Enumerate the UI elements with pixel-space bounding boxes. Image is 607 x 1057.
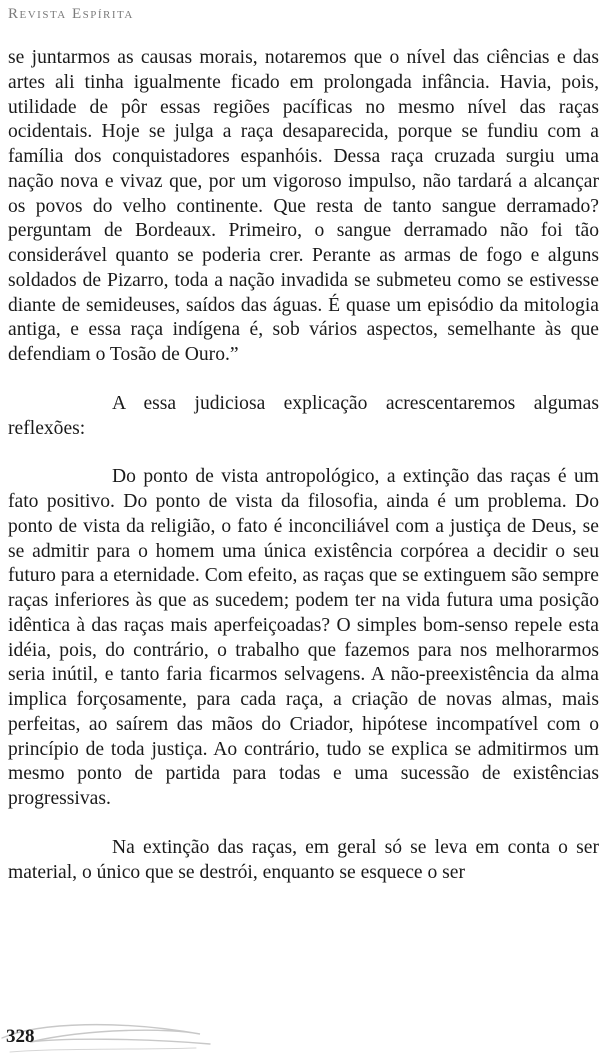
page-number: 328 (6, 1026, 35, 1047)
paragraph: A essa judiciosa explicação acrescentaremos algumas reflexões: (8, 392, 599, 439)
paragraph: Do ponto de vista antropológico, a extinção das raças é um fato positivo. Do ponto de vista da filosofia, ainda é um problema. Do ponto de vista da religião, o fato é inconciliável com a justiça de Deus, se se admitir para o homem uma única existência corpórea a decidir o seu futuro para a eternidade. Com efeito, as raças que se extinguem são sempre raças inferiores às que as sucedem; podem ter na vida futura uma posição idêntica à das raças mais aperfeiçoadas? O simples bom-senso repele esta idéia, pois, do contrário, o trabalho que fazemos para nos melhorarmos seria inútil, e tanto faria ficarmos selvagens. A não-preexistência da alma implica forçosamente, para cada raça, a criação de novas almas, mais perfeitas, ao saírem das mãos do Criador, hipótese incompatível com o princípio de toda justiça. Ao contrário, tudo se explica se admitirmos um mesmo ponto de partida para todas e uma sucessão de existências progressivas. (8, 466, 599, 809)
body-text (8, 46, 599, 885)
running-header: Revista Espírita (8, 6, 134, 22)
footer-swoosh-decoration (0, 1008, 240, 1057)
paragraph: Na extinção das raças, em geral só se leva em conta o ser material, o único que se destrói, enquanto se esquece o ser (8, 836, 599, 883)
paragraph-continuation: se juntarmos as causas morais, notaremos que o nível das ciências e das artes ali tinha igualmente ficado em prolongada infância. Havia, pois, utilidade de pôr essas regiões pacíficas no mesmo nível das raças ocidentais. Hoje se julga a raça desaparecida, porque se fundiu com a família dos conquistadores espanhóis. Dessa raça cruzada surgiu uma nação nova e vivaz que, por um vigoroso impulso, não tardará a alcançar os povos do velho continente. Que resta de tanto sangue derramado? perguntam de Bordeaux. Primeiro, o sangue derramado não foi tão considerável quanto se poderia crer. Perante as armas de fogo e alguns soldados de Pizarro, toda a nação invadida se submeteu como se estivesse diante de semideuses, saídos das águas. É quase um episódio da mitologia antiga, e essa raça indígena é, sob vários aspectos, semelhante às que defendiam o Tosão de Ouro.” (8, 47, 599, 365)
